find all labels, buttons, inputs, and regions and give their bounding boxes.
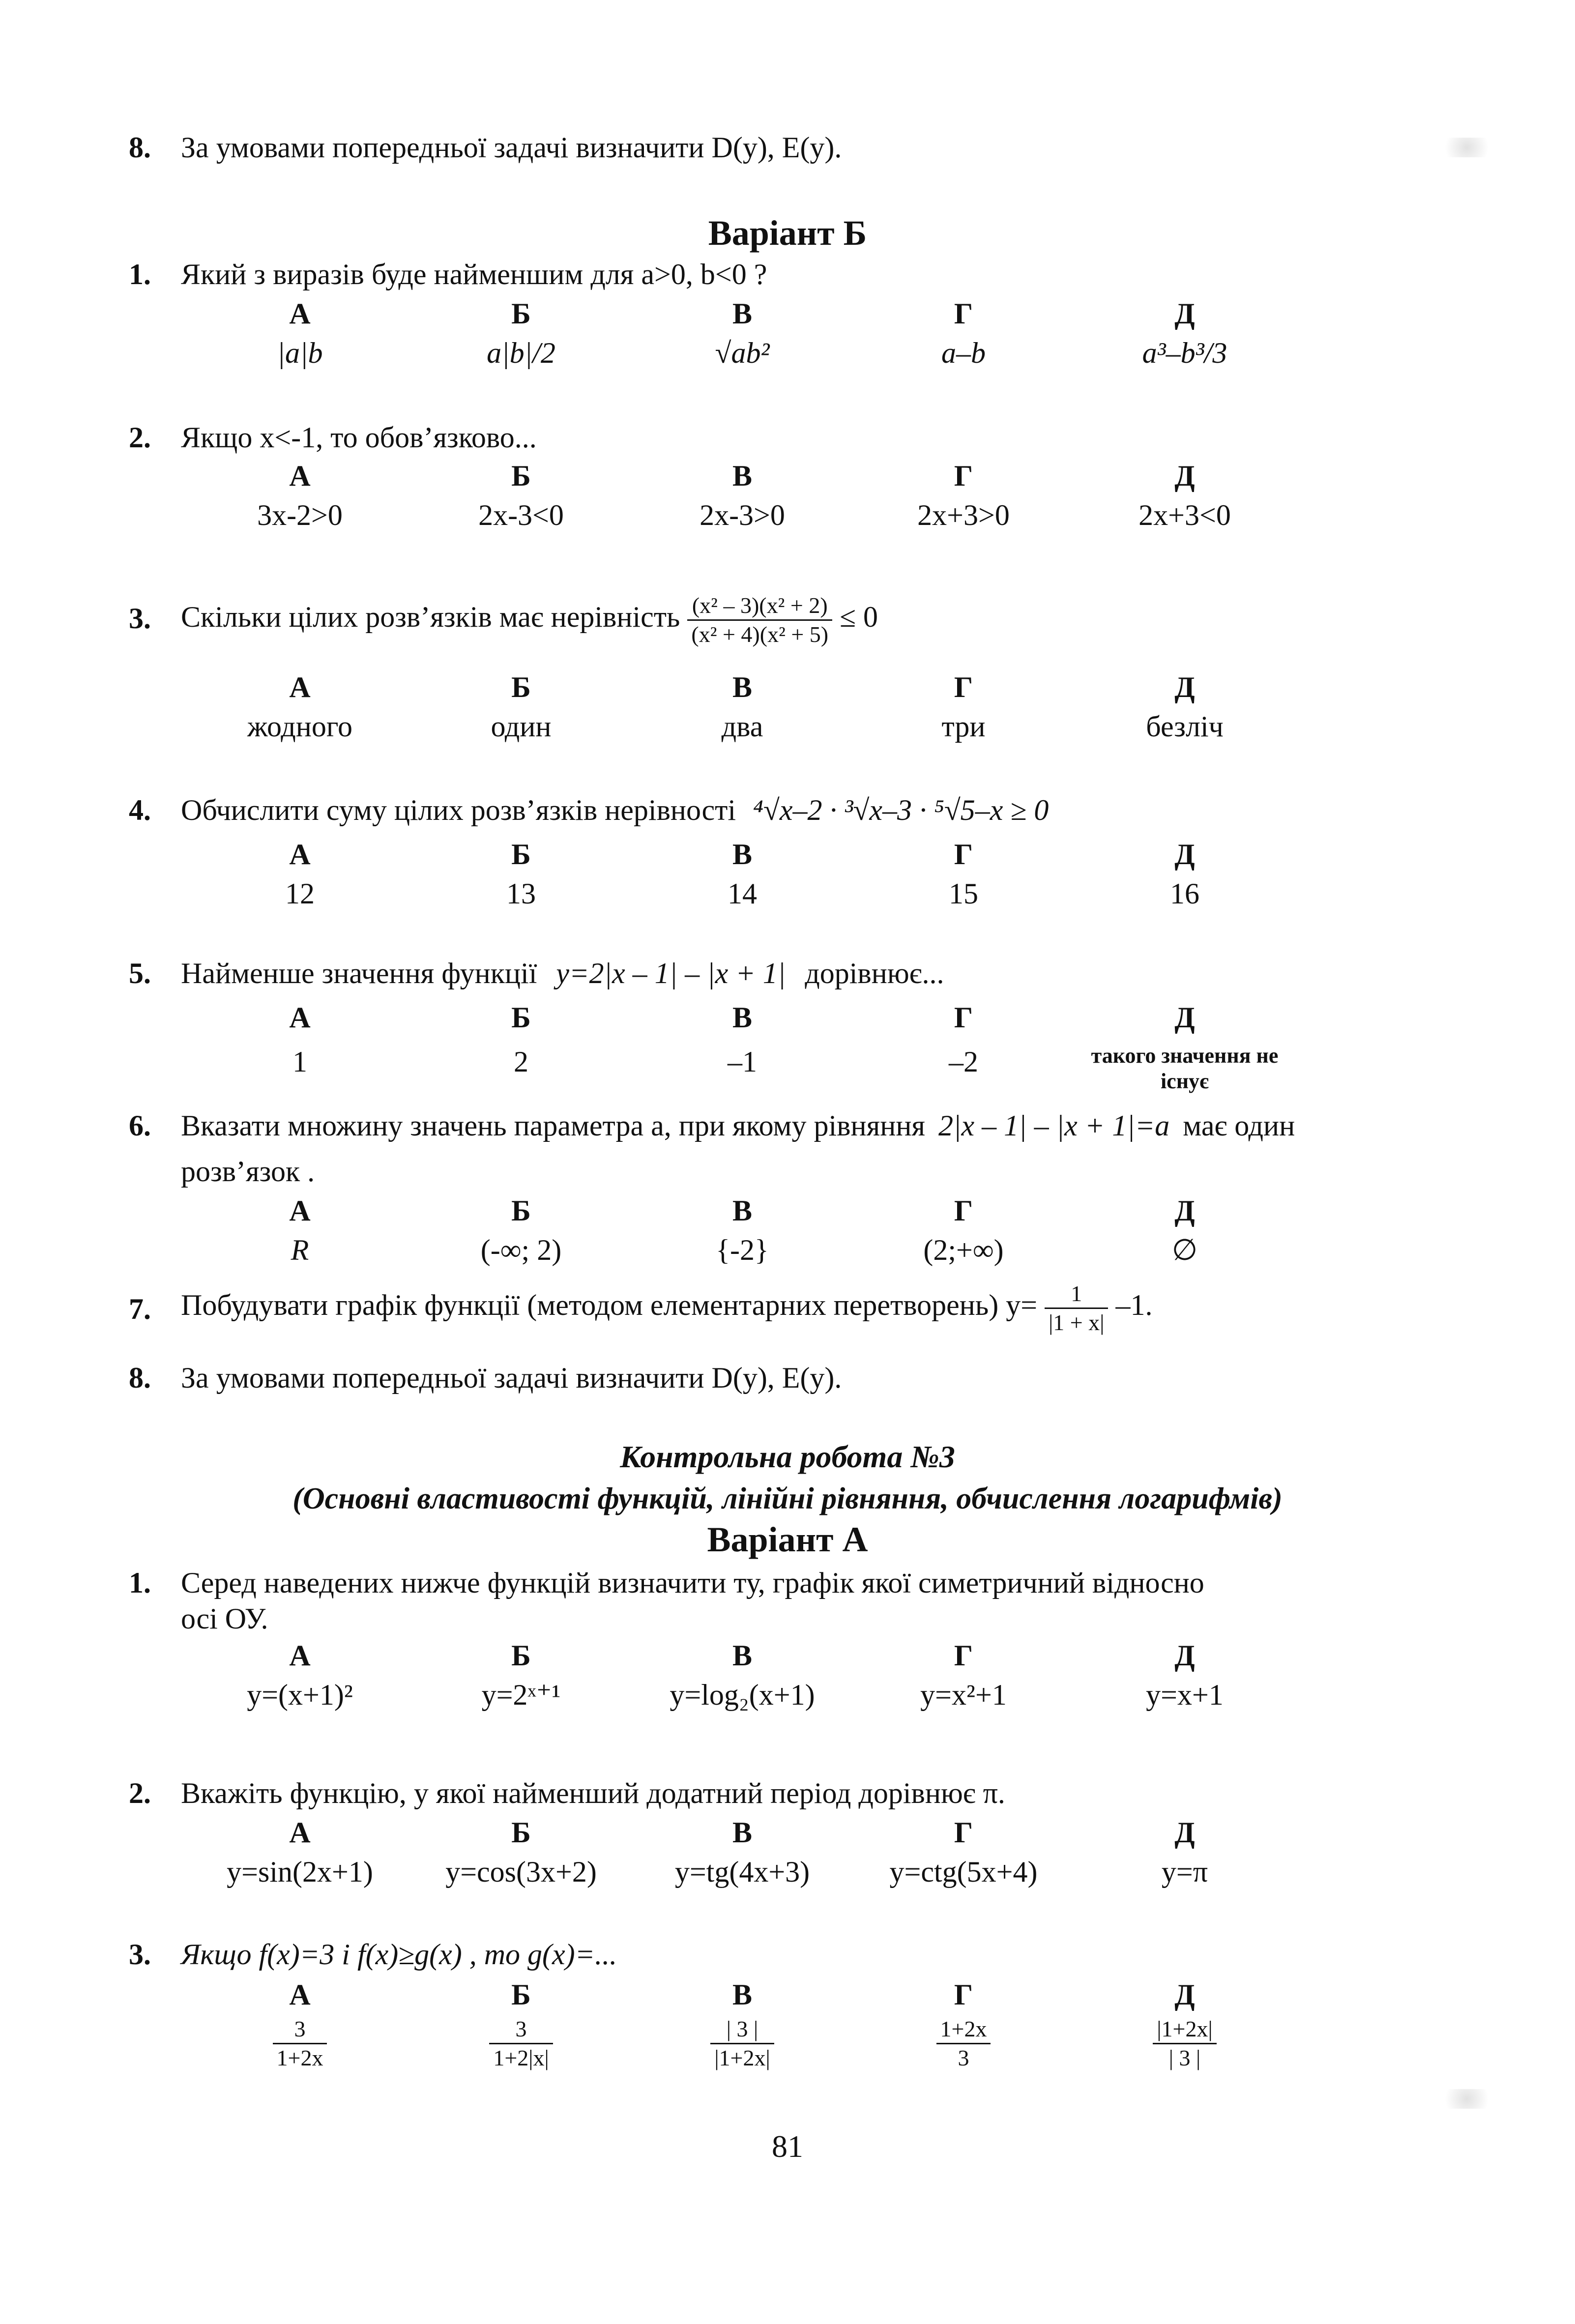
fraction-denominator: 3 — [958, 2045, 969, 2070]
option-value: 2x+3>0 — [917, 499, 1010, 531]
option-value: a|b|/2 — [487, 337, 555, 369]
task-number: 8. — [129, 1362, 151, 1394]
test-subtitle: (Основні властивості функцій, лінійні рівняння, обчислення логарифмів) — [292, 1482, 1283, 1515]
option-letter: В — [732, 1194, 753, 1227]
option-letter: А — [289, 1978, 311, 2011]
option-letter: В — [732, 838, 753, 871]
option-letter: А — [289, 838, 311, 871]
option-letter: Б — [511, 1639, 531, 1672]
option-value: 2 — [514, 1046, 528, 1078]
task-tail: дорівнює... — [805, 957, 944, 989]
task-text: За умовами попередньої задачі визначити D(y), E(y). — [181, 131, 842, 164]
option-value: 15 — [949, 877, 978, 910]
inequality-tail: ≤ 0 — [840, 601, 878, 633]
test-title: Контрольна робота №3 — [620, 1439, 955, 1474]
fraction-numerator: |1+2x| — [1153, 2015, 1216, 2044]
option-letter: В — [732, 1001, 753, 1034]
task-text: Найменше значення функції — [181, 957, 537, 989]
option-letter: Г — [954, 838, 973, 871]
option-letter: Г — [954, 1978, 973, 2011]
option-value: y=x+1 — [1146, 1679, 1224, 1711]
option-letter: Б — [511, 1194, 531, 1227]
option-value: a–b — [941, 337, 986, 369]
option-value: y=2ˣ⁺¹ — [481, 1679, 561, 1711]
option-value: y=sin(2x+1) — [227, 1856, 373, 1888]
option-value: R — [291, 1234, 309, 1266]
option-value: –1 — [728, 1046, 757, 1078]
task-number: 5. — [129, 957, 151, 989]
variant-a-title: Варіант А — [707, 1520, 868, 1559]
task-text: Серед наведених нижче функцій визначити ту, графік якої симетричний відносно — [181, 1567, 1204, 1599]
option-letter: Б — [511, 838, 531, 871]
option-fraction — [1047, 2015, 1322, 2072]
option-letter: А — [289, 1194, 311, 1227]
fraction-denominator: 1+2x — [276, 2045, 323, 2070]
radical-expression: ⁴√x–2 · ³√x–3 · ⁵√5–x ≥ 0 — [753, 794, 1049, 826]
option-value: 12 — [285, 877, 315, 910]
option-letter: В — [732, 1978, 753, 2011]
option-letter: Г — [954, 460, 973, 492]
option-value: 2x+3<0 — [1138, 499, 1231, 531]
option-letter: В — [732, 297, 753, 330]
option-letter: Д — [1174, 460, 1195, 492]
task-text: Якщо x<-1, то обов’язково... — [181, 421, 537, 454]
option-letter: А — [289, 671, 311, 703]
option-value: 16 — [1170, 877, 1199, 910]
fraction-numerator: 3 — [273, 2015, 327, 2044]
option-value: y=π — [1161, 1856, 1208, 1888]
fraction-numerator: | 3 | — [710, 2015, 774, 2044]
option-value: 2x-3>0 — [700, 499, 785, 531]
task-number: 8. — [129, 131, 151, 164]
option-letter: А — [289, 1001, 311, 1034]
option-letter: Д — [1174, 671, 1195, 703]
option-value: безліч — [1146, 710, 1224, 743]
option-value: 13 — [506, 877, 536, 910]
task-line — [181, 1271, 1152, 1339]
option-letter: А — [289, 1639, 311, 1672]
option-value: один — [491, 710, 552, 743]
equation-expression: 2|x – 1| – |x + 1|=a — [938, 1109, 1170, 1142]
option-letter: Б — [511, 297, 531, 330]
task-text: Вкажіть функцію, у якої найменший додатний період дорівнює π. — [181, 1777, 1005, 1809]
scan-smudge — [1437, 138, 1496, 157]
option-value: y=log₂(x+1) — [670, 1679, 815, 1711]
fraction-denominator: | 3 | — [1168, 2045, 1201, 2070]
page-number: 81 — [772, 2129, 803, 2164]
task-number: 6. — [129, 1109, 151, 1142]
task-text: Скільки цілих розв’язків має нерівність — [181, 601, 680, 633]
option-letter: Г — [954, 1001, 973, 1034]
task-line — [181, 1107, 1295, 1144]
option-letter: Д — [1174, 838, 1195, 871]
option-letter: В — [732, 1639, 753, 1672]
fraction-numerator: 1+2x — [936, 2015, 991, 2044]
task-tail: має один — [1183, 1109, 1295, 1142]
function-expression: y=2|x – 1| – |x + 1| — [556, 957, 786, 989]
option-letter: В — [732, 460, 753, 492]
option-value: два — [721, 710, 763, 743]
option-value: такого значення не існує — [1091, 1044, 1279, 1093]
option-letter: Б — [511, 671, 531, 703]
option-letter: Г — [954, 1639, 973, 1672]
option-letter: Б — [511, 1816, 531, 1849]
option-letter: В — [732, 671, 753, 703]
option-value: y=tg(4x+3) — [674, 1856, 810, 1888]
option-value: a³–b³/3 — [1142, 337, 1227, 369]
scan-smudge — [1437, 2089, 1496, 2109]
option-letter: Д — [1174, 1194, 1195, 1227]
option-letter: Б — [511, 1978, 531, 2011]
task-text: Обчислити суму цілих розв’язків нерівності — [181, 794, 736, 826]
fraction-numerator: (x² – 3)(x² + 2) — [687, 592, 832, 621]
fraction-denominator: |1+2x| — [714, 2045, 770, 2070]
option-value: 2x-3<0 — [478, 499, 564, 531]
option-letter: Г — [954, 1816, 973, 1849]
option-value: {-2} — [716, 1234, 769, 1266]
option-letter: В — [732, 1816, 753, 1849]
variant-b-title: Варіант Б — [708, 213, 867, 253]
option-value: y=(x+1)² — [247, 1679, 353, 1711]
fraction-denominator: (x² + 4)(x² + 5) — [691, 621, 829, 647]
option-value: 3x-2>0 — [257, 499, 343, 531]
option-letter: Г — [954, 1194, 973, 1227]
task-number: 7. — [129, 1293, 151, 1325]
option-value: y=x²+1 — [920, 1679, 1007, 1711]
option-letter: Д — [1174, 1816, 1195, 1849]
option-letter: Г — [954, 671, 973, 703]
task-line — [181, 582, 878, 651]
option-letter: Д — [1174, 1639, 1195, 1672]
option-value: |a|b — [277, 337, 323, 369]
task-text: Побудувати графік функції (методом елементарних перетворень) y= — [181, 1289, 1038, 1321]
inequality-fraction — [687, 592, 832, 648]
task-number: 2. — [129, 421, 151, 454]
task-text: За умовами попередньої задачі визначити D(y), E(y). — [181, 1362, 842, 1394]
option-value: √ab² — [715, 337, 770, 369]
option-value: жодного — [247, 710, 352, 743]
task-text: Вказати множину значень параметра a, при якому рівняння — [181, 1109, 926, 1142]
fraction-numerator: 3 — [489, 2015, 553, 2044]
option-value: 1 — [292, 1046, 307, 1078]
function-fraction — [1045, 1280, 1108, 1336]
option-letter: Д — [1174, 297, 1195, 330]
option-letter: Б — [511, 1001, 531, 1034]
option-letter: А — [289, 297, 311, 330]
task-text: Який з виразів буде найменшим для a>0, b<0 ? — [181, 258, 767, 290]
fraction-denominator: 1+2|x| — [493, 2045, 549, 2070]
task-number: 3. — [129, 1938, 151, 1971]
option-letter: Г — [954, 297, 973, 330]
option-value: –2 — [949, 1046, 978, 1078]
task-number: 1. — [129, 258, 151, 290]
fraction-numerator: 1 — [1045, 1280, 1108, 1309]
option-letter: А — [289, 460, 311, 492]
task-number: 3. — [129, 602, 151, 635]
task-line — [181, 955, 944, 992]
task-text-continuation: розв’язок . — [181, 1155, 315, 1188]
option-value: y=ctg(5x+4) — [889, 1856, 1038, 1888]
option-letter: Д — [1174, 1001, 1195, 1034]
option-letter: А — [289, 1816, 311, 1849]
option-value: y=cos(3x+2) — [445, 1856, 597, 1888]
option-letter: Д — [1174, 1978, 1195, 2011]
option-value: (2;+∞) — [923, 1234, 1004, 1266]
option-letter: Б — [511, 460, 531, 492]
option-value: ∅ — [1171, 1234, 1198, 1266]
task-line — [181, 791, 1049, 829]
task-number: 1. — [129, 1567, 151, 1599]
option-value: (-∞; 2) — [480, 1234, 562, 1266]
task-tail: –1. — [1115, 1289, 1153, 1321]
task-text-continuation: осі ОУ. — [181, 1602, 268, 1635]
task-number: 4. — [129, 794, 151, 826]
option-value: три — [941, 710, 986, 743]
option-value: 14 — [728, 877, 757, 910]
task-number: 2. — [129, 1777, 151, 1809]
fraction-denominator: |1 + x| — [1049, 1309, 1105, 1335]
task-text: Якщо f(x)=3 і f(x)≥g(x) , то g(x)=... — [181, 1938, 617, 1971]
